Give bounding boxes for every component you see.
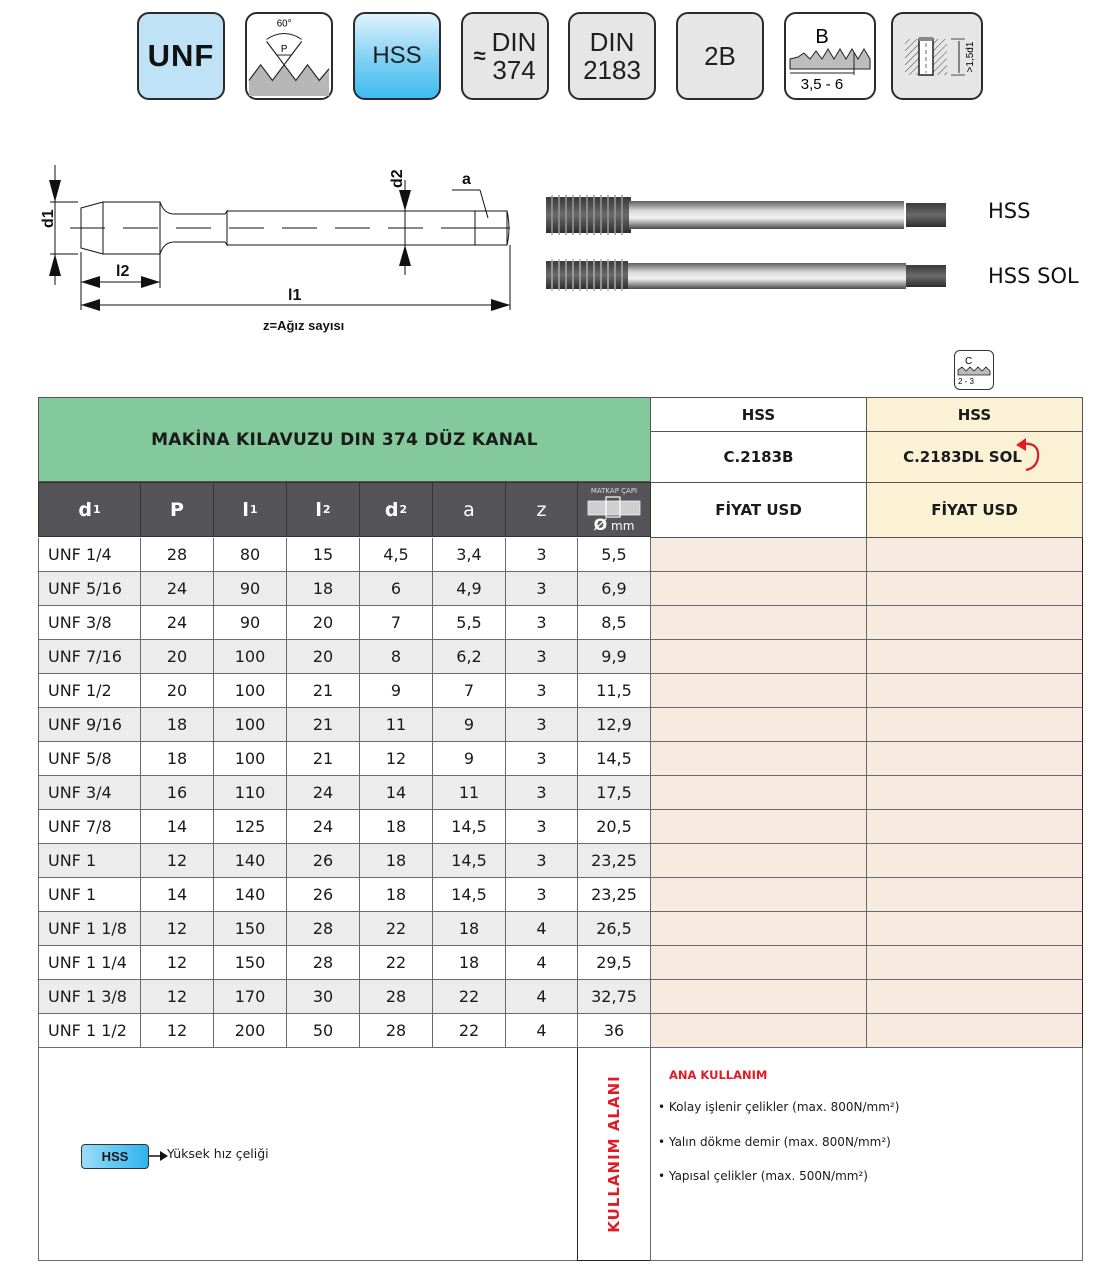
col-header-a: a [432,482,506,537]
cell-z: 4 [505,1014,578,1048]
price-cell-c2183dl-sol [866,810,1083,844]
table-row [38,912,1083,946]
cell-a: 9 [432,742,506,776]
chamfer-form-icon [786,13,874,99]
cell-drill-dia: 5,5 [577,538,651,572]
cell-drill-dia: 32,75 [577,980,651,1014]
cell-l2: 15 [286,538,360,572]
cell-l2: 50 [286,1014,360,1048]
cell-z: 3 [505,878,578,912]
cell-a: 18 [432,912,506,946]
cell-d2: 18 [359,844,433,878]
col-header-drill [577,482,651,537]
approx-icon: ≈ [473,43,486,68]
cell-drill-dia: 6,9 [577,572,651,606]
cell-l1: 140 [213,844,287,878]
cell-a: 14,5 [432,810,506,844]
table-row [38,708,1083,742]
cell-l1: 100 [213,674,287,708]
din2183-badge [568,12,656,100]
cell-size: UNF 1 3/8 [38,980,141,1014]
thread-type-badge [137,12,225,100]
price-cell-c2183b [650,912,867,946]
cell-z: 4 [505,912,578,946]
cell-size: UNF 1/4 [38,538,141,572]
cell-l1: 140 [213,878,287,912]
cell-pitch: 28 [140,538,214,572]
cell-l2: 21 [286,708,360,742]
product1-price-label: FİYAT USD [650,482,867,538]
cell-l2: 26 [286,844,360,878]
diameter-icon: Ø [593,515,608,534]
c-form-label: C [965,356,973,367]
drill-caption: MATKAP ÇAPI [590,487,638,495]
table-row [38,674,1083,708]
cell-size: UNF 7/16 [38,640,141,674]
d1-label: d1 [40,209,57,228]
cell-l2: 24 [286,810,360,844]
cell-drill-dia: 17,5 [577,776,651,810]
price-cell-c2183b [650,980,867,1014]
tap-photos [544,185,974,295]
material-label: HSS [372,42,422,69]
price-cell-c2183b [650,606,867,640]
table-row [38,980,1083,1014]
cell-a: 5,5 [432,606,506,640]
product2-code: C.2183DL SOL [903,448,1022,466]
thread-type-label: UNF [147,38,215,73]
arrow-right-icon [149,1150,169,1162]
c-threads-label: 2 - 3 [958,377,975,386]
cell-l1: 110 [213,776,287,810]
price-cell-c2183dl-sol [866,980,1083,1014]
price-cell-c2183dl-sol [866,844,1083,878]
price-cell-c2183b [650,1014,867,1048]
hss-sol-tap-photo [546,259,946,291]
din374-line1: DIN [491,27,537,57]
cell-pitch: 12 [140,1014,214,1048]
din2183-line1: DIN [589,27,635,57]
cell-size: UNF 1 1/2 [38,1014,141,1048]
table-row [38,538,1083,572]
l1-label: l1 [288,287,302,304]
cell-a: 14,5 [432,844,506,878]
cell-a: 11 [432,776,506,810]
col-header-d1: d 1 [38,482,141,537]
cell-d2: 11 [359,708,433,742]
price-cell-c2183b [650,946,867,980]
cell-size: UNF 1 1/8 [38,912,141,946]
cell-z: 3 [505,538,578,572]
table-row [38,606,1083,640]
price-cell-c2183dl-sol [866,572,1083,606]
cell-pitch: 18 [140,708,214,742]
chamfer-threads-label: 3,5 - 6 [800,76,844,93]
price-cell-c2183dl-sol [866,640,1083,674]
price-cell-c2183b [650,708,867,742]
table-row [38,844,1083,878]
cell-pitch: 12 [140,844,214,878]
cell-pitch: 18 [140,742,214,776]
cell-size: UNF 3/4 [38,776,141,810]
cell-l1: 90 [213,572,287,606]
chamfer-c-icon [954,350,994,390]
cell-size: UNF 3/8 [38,606,141,640]
cell-drill-dia: 20,5 [577,810,651,844]
cell-a: 18 [432,946,506,980]
photo-label-hss-sol: HSS SOL [988,264,1079,288]
price-cell-c2183b [650,640,867,674]
chamfer-form-label: B [815,26,829,48]
cell-l1: 150 [213,946,287,980]
cell-d2: 7 [359,606,433,640]
left-hand-rotation-icon [1016,434,1046,474]
product2-price-label: FİYAT USD [866,482,1083,538]
product1-code: C.2183B [650,431,867,483]
price-cell-c2183dl-sol [866,946,1083,980]
cell-size: UNF 1 1/4 [38,946,141,980]
product2-material: HSS [866,397,1083,432]
cell-a: 22 [432,980,506,1014]
cell-l2: 21 [286,742,360,776]
cell-l2: 30 [286,980,360,1014]
cell-l1: 90 [213,606,287,640]
cell-l2: 26 [286,878,360,912]
tolerance-label: 2B [704,40,736,71]
hole-depth-badge [891,12,983,100]
cell-l1: 170 [213,980,287,1014]
cell-l2: 18 [286,572,360,606]
price-cell-c2183dl-sol [866,912,1083,946]
table-row [38,742,1083,776]
usage-item: • Yalın dökme demir (max. 800N/mm²) [658,1135,891,1149]
cell-a: 6,2 [432,640,506,674]
cell-a: 22 [432,1014,506,1048]
cell-l1: 100 [213,640,287,674]
price-cell-c2183b [650,844,867,878]
cell-pitch: 20 [140,674,214,708]
usage-side-title: KULLANIM ALANI [605,1075,623,1233]
col-header-l2: l 2 [286,482,360,537]
din2183-line2: 2183 [583,55,641,85]
cell-pitch: 16 [140,776,214,810]
cell-d2: 8 [359,640,433,674]
pitch-label: P [280,44,288,56]
cell-z: 3 [505,844,578,878]
col-header-d2: d 2 [359,482,433,537]
cell-d2: 18 [359,810,433,844]
cell-pitch: 12 [140,912,214,946]
cell-l1: 125 [213,810,287,844]
cell-z: 4 [505,946,578,980]
cell-pitch: 24 [140,606,214,640]
usage-area [650,1048,1083,1261]
cell-l1: 200 [213,1014,287,1048]
price-cell-c2183dl-sol [866,776,1083,810]
table-row [38,1014,1083,1048]
cell-drill-dia: 36 [577,1014,651,1048]
cell-drill-dia: 23,25 [577,844,651,878]
price-cell-c2183b [650,572,867,606]
price-cell-c2183b [650,810,867,844]
cell-z: 3 [505,742,578,776]
cell-d2: 9 [359,674,433,708]
price-cell-c2183b [650,674,867,708]
cell-z: 3 [505,810,578,844]
cell-l2: 20 [286,640,360,674]
usage-item: • Kolay işlenir çelikler (max. 800N/mm²) [658,1100,900,1114]
table-row [38,776,1083,810]
cell-size: UNF 7/8 [38,810,141,844]
cell-pitch: 12 [140,980,214,1014]
cell-d2: 4,5 [359,538,433,572]
blind-hole-icon [893,13,981,99]
cell-pitch: 24 [140,572,214,606]
cell-drill-dia: 9,9 [577,640,651,674]
price-cell-c2183b [650,878,867,912]
a-label: a [462,171,471,188]
thread-angle-label: 60° [276,18,292,30]
price-cell-c2183dl-sol [866,538,1083,572]
cell-d2: 22 [359,946,433,980]
legend-text: Yüksek hız çeliği [167,1146,269,1161]
product2-code-cell [866,431,1083,483]
cell-drill-dia: 29,5 [577,946,651,980]
price-cell-c2183dl-sol [866,878,1083,912]
cell-d2: 22 [359,912,433,946]
cell-drill-dia: 26,5 [577,912,651,946]
drill-unit: mm [611,519,635,533]
hole-depth-label: >1,5d1 [965,41,976,73]
cell-z: 3 [505,572,578,606]
cell-d2: 14 [359,776,433,810]
material-badge [353,12,441,100]
cell-pitch: 20 [140,640,214,674]
din374-line2: 374 [492,55,536,85]
cell-a: 3,4 [432,538,506,572]
cell-z: 4 [505,980,578,1014]
cell-d2: 6 [359,572,433,606]
price-cell-c2183b [650,538,867,572]
price-cell-c2183dl-sol [866,742,1083,776]
cell-drill-dia: 8,5 [577,606,651,640]
cell-l2: 20 [286,606,360,640]
table-title: MAKİNA KILAVUZU DIN 374 DÜZ KANAL [38,397,651,482]
photo-label-hss: HSS [988,199,1031,223]
cell-a: 4,9 [432,572,506,606]
usage-item: • Yapısal çelikler (max. 500N/mm²) [658,1169,868,1183]
cell-l2: 21 [286,674,360,708]
usage-side-title-cell [577,1048,651,1261]
table-row [38,572,1083,606]
cell-d2: 28 [359,1014,433,1048]
cell-d2: 12 [359,742,433,776]
legend-hss-badge: HSS [81,1144,149,1169]
cell-l1: 100 [213,708,287,742]
cell-z: 3 [505,708,578,742]
cell-d2: 28 [359,980,433,1014]
cell-size: UNF 1/2 [38,674,141,708]
cell-l2: 24 [286,776,360,810]
usage-title: ANA KULLANIM [669,1068,768,1082]
l2-label: l2 [116,263,130,280]
cell-l2: 28 [286,946,360,980]
price-cell-c2183dl-sol [866,1014,1083,1048]
cell-size: UNF 5/8 [38,742,141,776]
thread-profile-badge [245,12,333,100]
table-row [38,810,1083,844]
col-header-l1: l 1 [213,482,287,537]
price-cell-c2183dl-sol [866,606,1083,640]
cell-drill-dia: 23,25 [577,878,651,912]
cell-a: 14,5 [432,878,506,912]
hss-tap-photo [546,195,946,235]
cell-drill-dia: 11,5 [577,674,651,708]
cell-l1: 80 [213,538,287,572]
cell-a: 9 [432,708,506,742]
col-header-p: P [140,482,214,537]
cell-pitch: 14 [140,810,214,844]
cell-z: 3 [505,606,578,640]
col-header-z: z [505,482,578,537]
cell-l1: 150 [213,912,287,946]
cell-z: 3 [505,674,578,708]
cell-size: UNF 5/16 [38,572,141,606]
cell-drill-dia: 14,5 [577,742,651,776]
thread-profile-icon [247,13,331,99]
chamfer-badge [784,12,876,100]
cell-d2: 18 [359,878,433,912]
tolerance-badge [676,12,764,100]
cell-pitch: 12 [140,946,214,980]
legend-area [38,1048,578,1261]
cell-a: 7 [432,674,506,708]
cell-size: UNF 1 [38,844,141,878]
price-cell-c2183b [650,776,867,810]
d2-label: d2 [389,169,406,188]
product1-material: HSS [650,397,867,432]
cell-l1: 100 [213,742,287,776]
din374-badge [461,12,549,100]
price-cell-c2183b [650,742,867,776]
cell-size: UNF 1 [38,878,141,912]
table-row [38,640,1083,674]
cell-size: UNF 9/16 [38,708,141,742]
cell-drill-dia: 12,9 [577,708,651,742]
price-cell-c2183dl-sol [866,708,1083,742]
table-row [38,946,1083,980]
cell-z: 3 [505,776,578,810]
cell-z: 3 [505,640,578,674]
flute-count-caption: z=Ağız sayısı [263,318,345,333]
cell-l2: 28 [286,912,360,946]
cell-pitch: 14 [140,878,214,912]
price-cell-c2183dl-sol [866,674,1083,708]
table-row [38,878,1083,912]
